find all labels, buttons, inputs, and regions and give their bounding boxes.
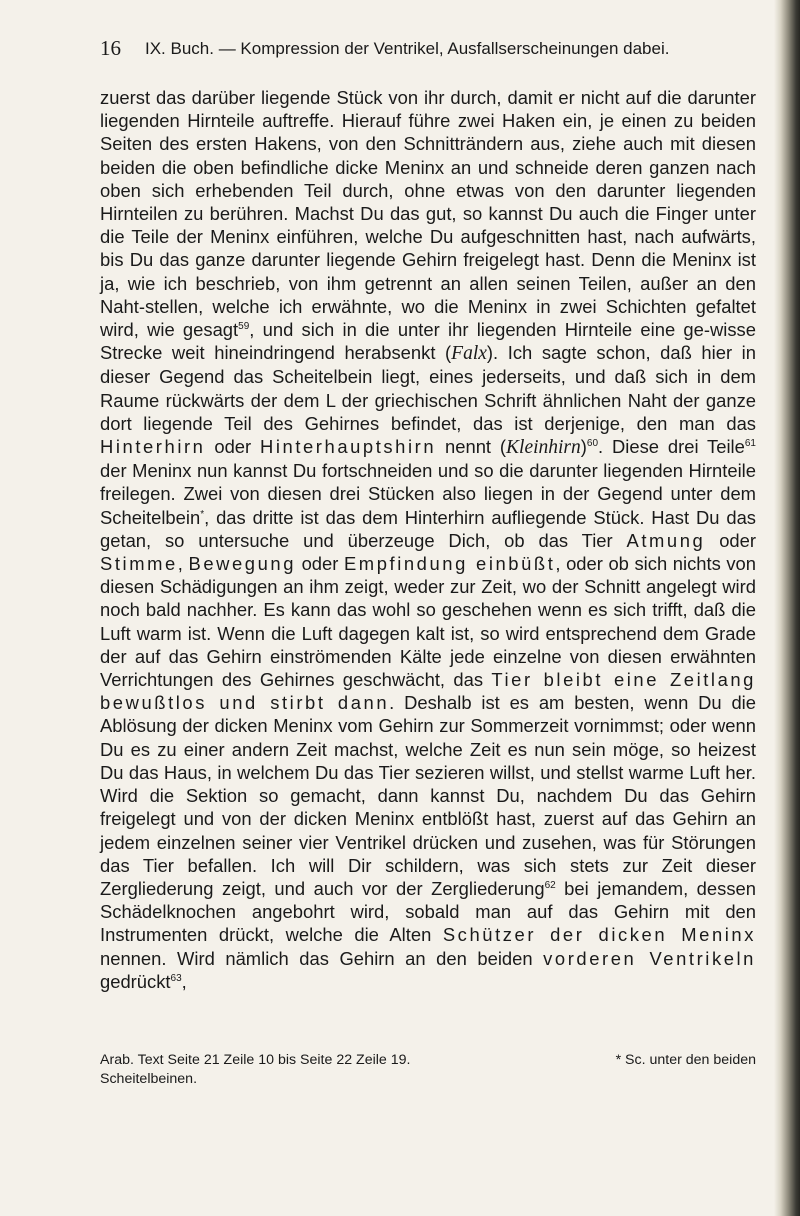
footnote-ref-61: 61 [744, 438, 756, 450]
text-run: oder [296, 553, 344, 575]
term-hinterhirn: Hinterhirn [100, 436, 206, 458]
footnote-ref-62: 62 [544, 879, 556, 891]
footnote-ref-59: 59 [238, 321, 250, 333]
page-number: 16 [100, 36, 121, 60]
body-paragraph [100, 86, 756, 993]
footnote-star: * Sc. unter den beiden [615, 1052, 756, 1068]
term-vorderen-ventrikeln: vorderen Ventrikeln [543, 947, 756, 969]
term-schuetzer: Schützer der dicken Meninx [442, 924, 756, 946]
page-header [100, 36, 740, 61]
term-empfindung: Empfindung einbüßt [343, 553, 556, 575]
term-falx: Falx [451, 343, 487, 365]
text-run: ). Ich sagte schon, daß hier in dieser Gegend das Scheitelbein liegt, eines jederseits, und daß sich in dem Raume rückwärts der dem L der griechischen Schrift ähnlichen Naht der ganze dort liegende Teil des Gehirnes befindet, das ist derjenige, den man das [100, 342, 756, 434]
text-run: nennt ( [436, 436, 507, 458]
text-run: , oder ob sich nichts von diesen Schädigungen an ihm zeigt, weder zur Zeit, wo der Schnitt angelegt wird noch bald nachher. Es kann das wohl so geschehen wenn es sich trifft, daß die Luft warm ist. Wenn die Luft dagegen kalt ist, so wird entsprechend dem Grade der auf das Gehirn einströmenden Kälte jede einzelne von diesen erwähnten Verrichtungen des Gehirnes geschwächt, das [100, 553, 757, 691]
text-run: gedrückt [100, 970, 171, 992]
footnote-star-continuation: Scheitelbeinen. [100, 1071, 198, 1087]
text-run: nennen. Wird nämlich das Gehirn an den beiden [100, 947, 544, 969]
text-run: bei jemandem, dessen Schädelknochen angebohrt wird, sobald man auf das Gehirn mit den Instrumenten drückt, welche die Alten [100, 877, 756, 946]
text-run: , [181, 970, 187, 992]
text-run: zuerst das darüber liegende Stück von ihr durch, damit er nicht auf die darunter liegenden Hirnteile auftreffe. Hierauf führe zwei Haken ein, je einen zu beiden Seiten des ersten Hakens, von den Schnitträndern aus, ziehe auch mit diesen beiden die oben befindliche dicke Meninx an und schneide deren ganzen nach oben sich erhebenden Teil durch, ohne etwas von den darunter liegenden Hirnteilen zu berühren. Machst Du das gut, so kannst Du auch die Finger unter die Teile der Meninx einführen, welche Du aufgeschnitten hast, nach aufwärts, bis Du das ganze darunter liegende Gehirn freigelegt hast. Denn die Meninx ist ja, wie ich beschrieb, von ihm getrennt an allen seinen Teilen, außer an den Naht-stellen, welche ich erwähnte, wo die Meninx in zwei Schichten gefaltet wird, wie gesagt [100, 87, 756, 341]
text-run: oder [705, 529, 757, 551]
footnote-ref-63: 63 [170, 972, 182, 984]
footnote-arab-text: Arab. Text Seite 21 Zeile 10 bis Seite 22 Zeile 19. [100, 1052, 411, 1068]
term-tier-bleibt: Tier bleibt eine Zeitlang bewußtlos und stirbt dann [100, 669, 756, 714]
text-run: der Meninx nun kannst Du fortschneiden und so die darunter liegenden Hirnteile freilegen. Zwei von diesen drei Stücken also liegen in der Gegend unter dem Scheitelbein [100, 460, 756, 528]
term-hinterhauptshirn: Hinterhauptshirn [260, 436, 437, 458]
term-kleinhirn: Kleinhirn [506, 437, 581, 459]
text-run: , und sich in die unter ihr liegenden Hirnteile eine ge-wisse Strecke weit hineindringend herabsenkt ( [100, 319, 756, 364]
text-run: . Deshalb ist es am besten, wenn Du die Ablösung der dicken Meninx vom Gehirn zur Sommerzeit vornimmst; oder wenn Du es zu einer andern Zeit machst, welche Zeit es nun sein möge, so heizest Du das Haus, in welchem Du das Tier sezieren willst, und stellst warme Luft her. Wird die Sektion so gemacht, dann kannst Du, nachdem Du das Gehirn freigelegt und von der dicken Meninx entblößt hast, zuerst auf das Gehirn an jedem einzelnen seiner vier Ventrikel drücken und zusehen, was für Störungen das Tier befallen. Ich will Dir schildern, was sich stets zur Zeit dieser Zergliederung zeigt, und auch vor der Zergliederung [100, 692, 756, 899]
footnote-ref-star: * [200, 508, 205, 520]
text-run: ) [580, 436, 587, 458]
page-edge-shadow [774, 0, 800, 1216]
footnote-ref-60: 60 [586, 438, 599, 450]
text-run: oder [205, 436, 260, 458]
running-head: IX. Buch. — Kompression der Ventrikel, Ausfallserscheinungen dabei. [145, 39, 670, 58]
text-run: , [177, 553, 189, 575]
text-run: . Diese drei Teile [598, 436, 745, 458]
text-run: , das dritte ist das dem Hinterhirn aufliegende Stück. Hast Du das getan, so untersuche und überzeuge Dich, ob das Tier [100, 506, 756, 551]
term-bewegung: Bewegung [188, 553, 297, 575]
term-stimme: Stimme [100, 553, 178, 575]
footnotes [100, 1051, 756, 1089]
footnote-row [100, 1051, 756, 1070]
term-atmung: Atmung [626, 529, 706, 551]
